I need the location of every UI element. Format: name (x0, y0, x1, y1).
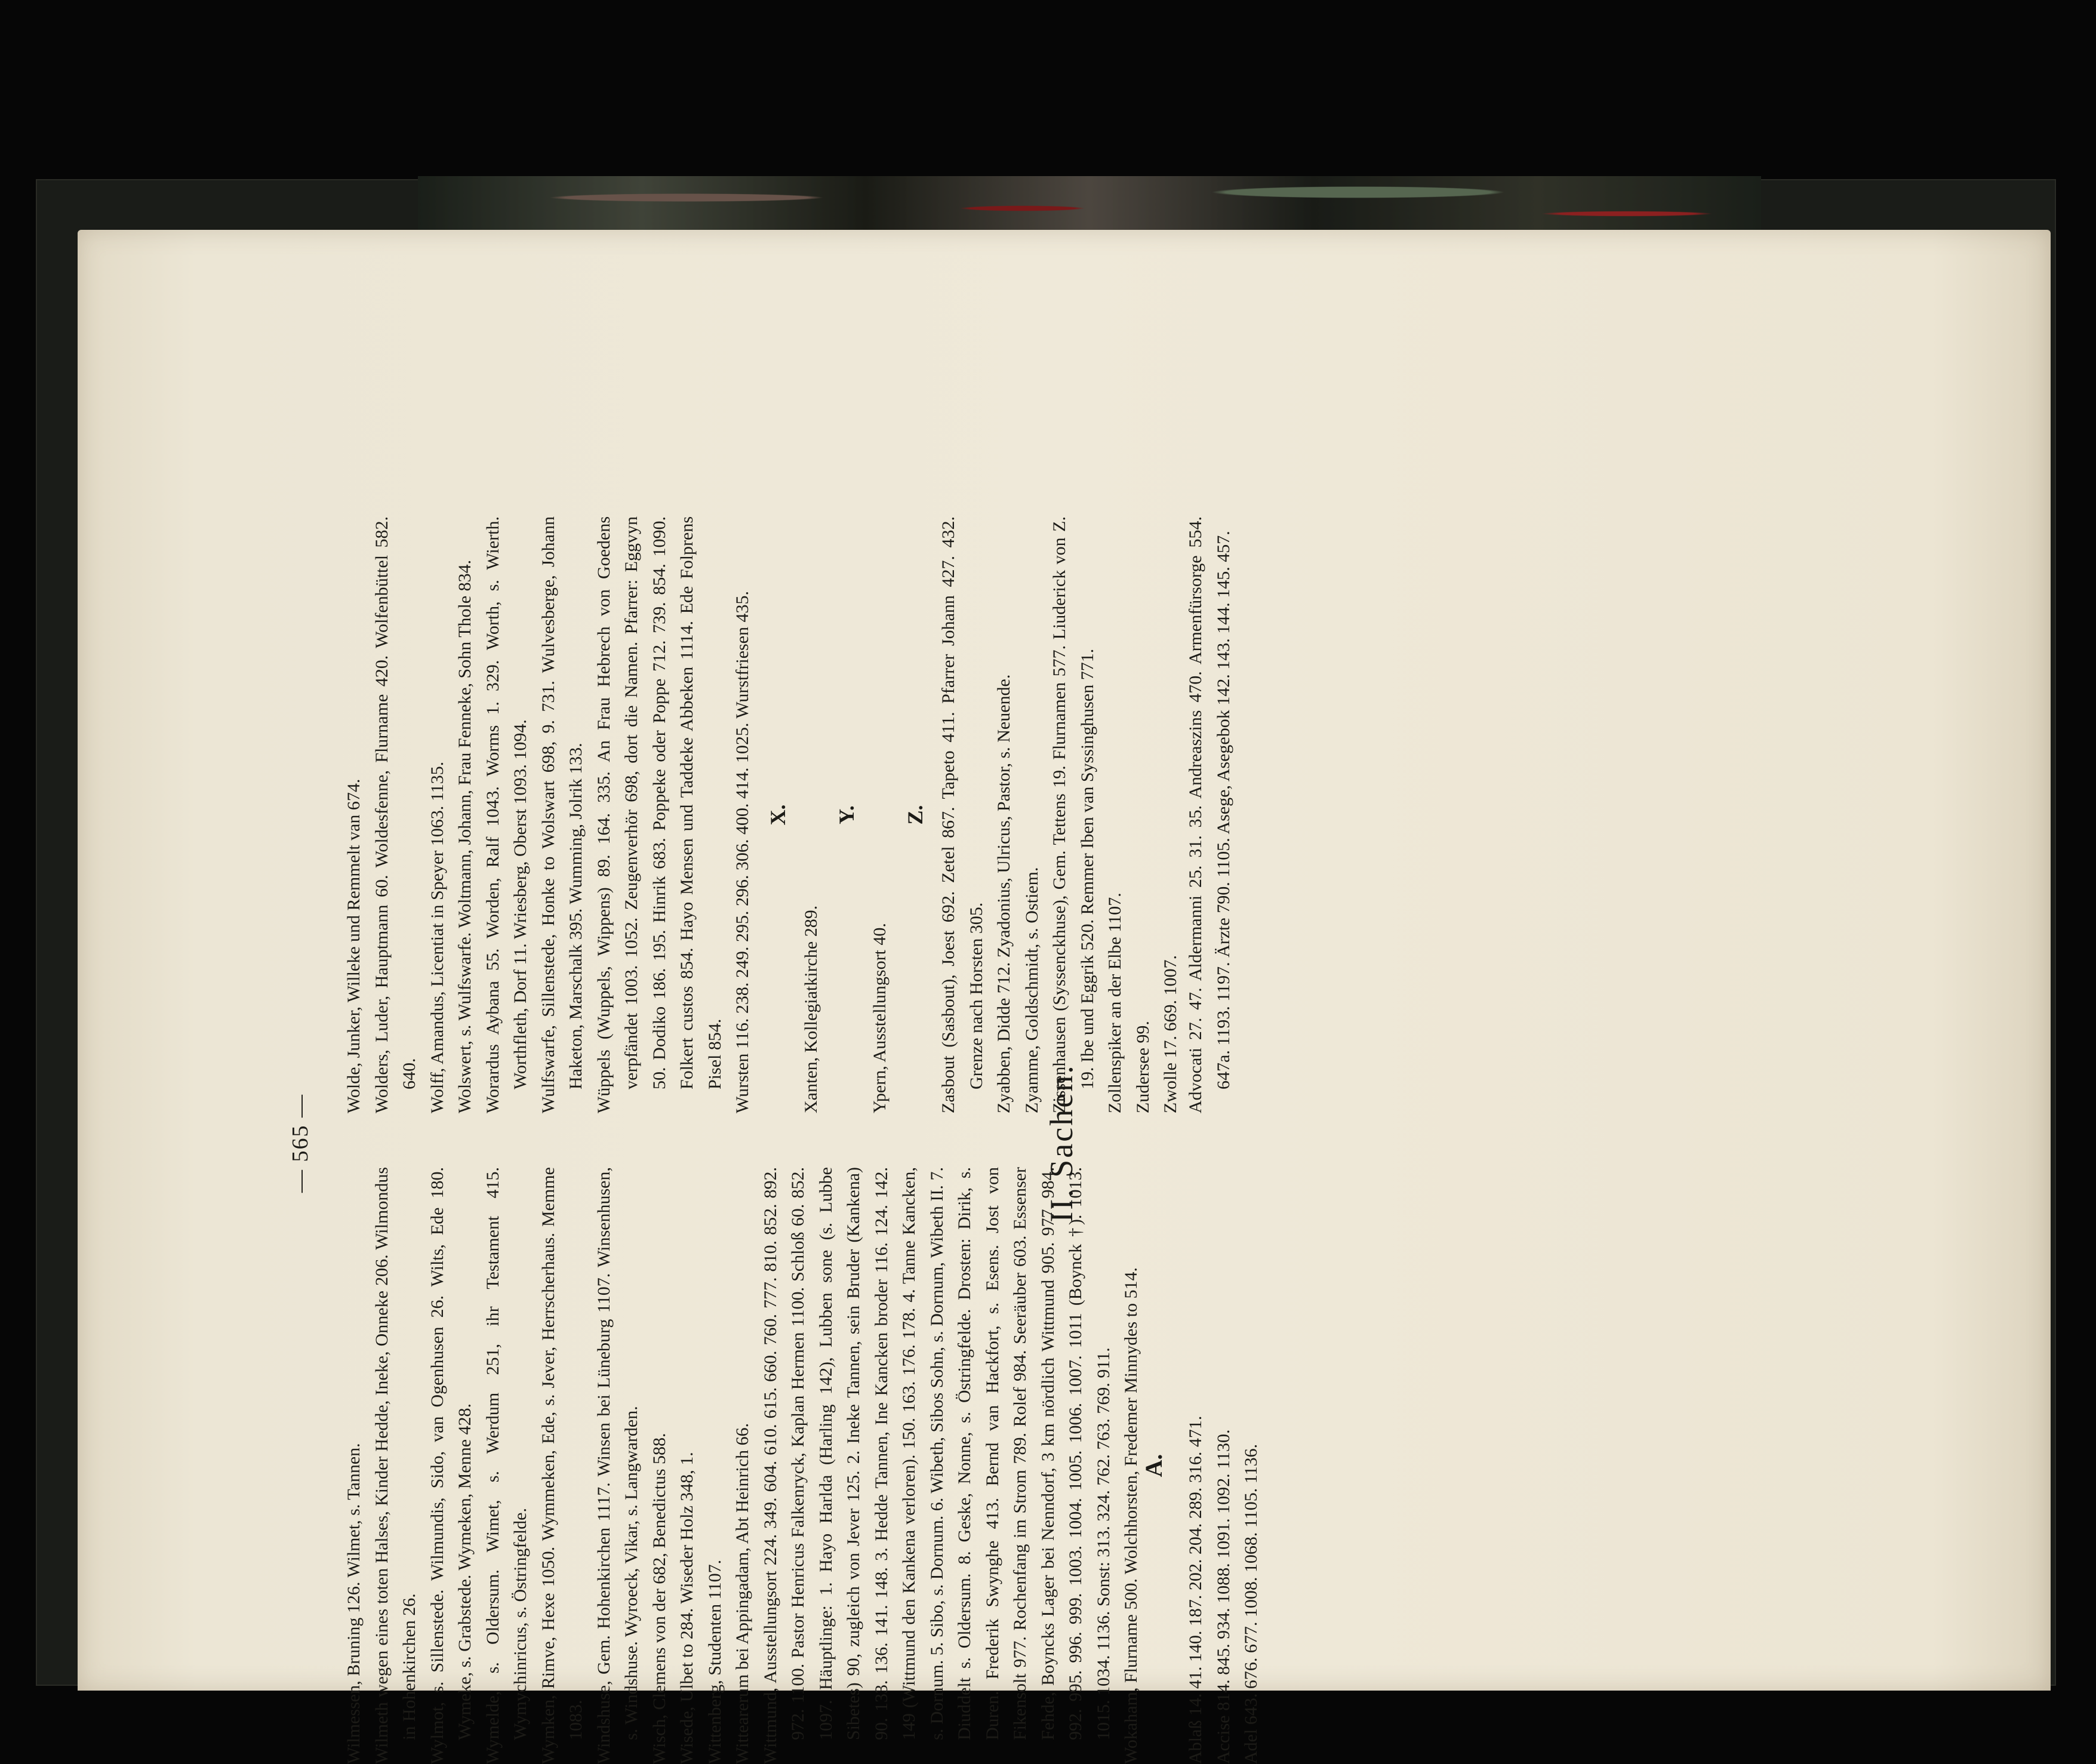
index-entry: Worardus Aybana 55. Worden, Ralf 1043. Worms 1. 329. Worth, s. Wierth. Worthfleth, Dorf 11. Wriesberg, Oberst 1093. 1094. (482, 516, 530, 1113)
index-entry: Wilmeth wegen eines toten Halses, Kinder Hedde, Ineke, Onneke 206. Wilmondus in Hohenkirchen 26. (371, 1167, 419, 1764)
index-entry: Wolde, Junker, Willeke und Remmelt van 674. (344, 778, 364, 1113)
index-entry: Wolders, Luder, Hauptmann 60. Woldesfenne, Flurname 420. Wolfenbüttel 582. 640. (371, 516, 419, 1113)
index-entry: Wolswert, s. Wulfswarfe. Woltmann, Johann, Frau Fenneke, Sohn Thole 834. (455, 559, 475, 1113)
index-entry: Zasbout (Sasbout), Joest 692. Zetel 867. Tapeto 411. Pfarrer Johann 427. 432. Grenze nach Horsten 305. (938, 516, 986, 1113)
section-title: II. Sachen. (1044, 1064, 1079, 1223)
index-entry: Zyabben, Didde 712. Zyadonius, Ulricus, Pastor, s. Neuende. (994, 674, 1014, 1113)
index-entry: Wulfswarfe, Sillenstede, Honke to Wolswart 698, 9. 731. Wulvesberge, Johann Haketon, Marschalk 395. Wumming, Jolrik 133. (538, 516, 586, 1113)
page-content (287, 516, 1809, 1764)
sachen-left-column (1182, 1167, 1266, 1764)
index-entry: Wursten 116. 238. 249. 295. 296. 306. 400. 414. 1025. Wurstfriesen 435. (732, 590, 752, 1113)
index-entry: Wisch, Clemens von der 682, Benedictus 588. (649, 1433, 669, 1764)
marbled-edge (418, 176, 1761, 230)
index-entry: Wolff, Amandus, Licentiat in Speyer 1063. 1135. (427, 761, 447, 1113)
index-entry: Zudersee 99. (1132, 1021, 1153, 1113)
index-entry: Wisede, Ulbet to 284. Wiseder Holz 348, 1. (677, 1452, 697, 1764)
index-entry: Ypern, Ausstellungsort 40. (870, 923, 890, 1113)
book-page (78, 230, 2051, 1764)
index-entry: Wüppels (Wuppels, Wippens) 89. 164. 335. An Frau Hebrech von Goedens verpfändet 1003. 1052. Zeugenverhör 698, dort die Namen. Pfarrer: Eggvyn 50. Dodiko 186. 195. Hinrik 683. Poppeke oder Poppe 712. 739. 854. 1090. Folkert custos 854. Hayo Mensen und Taddeke Abbeken 1114. Ede Folprens Pisel 854. (593, 516, 725, 1113)
sachen-right-column (1182, 516, 1238, 1113)
index-entry: Zollenspiker an der Elbe 1107. (1105, 892, 1125, 1113)
index-entry: Wylmot, s. Sillenstede. Wilmundis, Sido, van Ogenhusen 26. Wilts, Ede 180. Wymeke, s. Grabstede. Wymeken, Menne 428. (427, 1167, 475, 1764)
letter-heading-x: X. (765, 804, 790, 826)
letter-heading-y: Y. (834, 805, 858, 824)
index-entry: Xanten, Kollegiatkirche 289. (801, 905, 821, 1113)
index-entry: Zyamme, Goldschmidt, s. Ostiem. (1021, 867, 1042, 1113)
letter-heading-a: A. (1140, 1454, 1167, 1477)
index-entry: Ablaß 14. 41. 140. 187. 202. 204. 289. 316. 471. (1186, 1415, 1205, 1764)
index-entry: Zissenhausen (Syssenckhuse), Gem. Tettens 19. Flurnamen 577. Liuderick von Z. 19. Ibe und Eggrik 520. Remmer Iben van Syssinghusen 771. (1049, 516, 1097, 1113)
index-entry: Accise 814. 845. 934. 1088. 1091. 1092. 1130. (1213, 1429, 1233, 1764)
index-entry: Wittearerum bei Appingadam, Abt Heinrich 66. (732, 1423, 752, 1764)
index-entry: Zwolle 17. 669. 1007. (1161, 955, 1180, 1113)
index-entry: Wittmund, Ausstellungsort 224. 349. 604. 610. 615. 660. 760. 777. 810. 852. 892. 972. 1100. Pastor Henricus Falkenryck, Kaplan Hermen 1100. Schloß 60. 852. 1097. Häuptlinge: 1. Hayo Harlda (Harling 142), Lubben sone (s. Lubbe Sibetes) 90, zugleich von Jever 125. 2. Ineke Tannen, sein Bruder (Kankena) 90. 133. 136. 141. 148. 3. Hedde Tannen, Ine Kancken broder 116. 124. 142. 149 (Wittmund den Kankena verloren). 150. 163. 176. 178. 4. Tanne Kancken, s. Dornum. 5. Sibo, s. Dornum. 6. Wibeth, Sibos Sohn, s. Dornum, Wibeth II. 7. Diuddelt s. Oldersum. 8. Geske, Nonne, s. Östringfelde. Drosten: Dirik, s. Duren. Frederik Swynghe 413. Bernd van Hackfort, s. Esens. Jost von Fikensolt 977. Rochenfang im Strom 789. Rolef 984. Seeräuber 603. Essenser Fehde, Boyncks Lager bei Nenndorf, 3 km nördlich Wittmund 905. 977. 984. 992. 995. 996. 999. 1003. 1004. 1005. 1006. 1007. 1011 (Boynck †). 1013. 1015. 1034. 1136. Sonst: 313. 324. 762. 763. 769. 911. (760, 1167, 1113, 1764)
index-entry: Wymelde, s. Oldersum. Wimet, s. Werdum 251, ihr Testament 415. Wymychinricus, s. Östringfelde. (482, 1167, 530, 1764)
left-column (340, 1167, 1146, 1764)
index-entry: Windshuse, Gem. Hohenkirchen 1117. Winsen bei Lüneburg 1107. Winsenhusen, s. Windshuse. Wyroeck, Vikar, s. Langwarden. (593, 1167, 641, 1764)
letter-heading-z: Z. (903, 805, 927, 825)
index-entry: Wymken, Rimve, Hexe 1050. Wymmeken, Ede, s. Jever, Herrscherhaus. Memme 1083. (538, 1167, 586, 1764)
page-number: — 565 — (288, 1094, 313, 1193)
index-entry: Wokaham, Flurname 500. Wolchhorsten, Fredemer Minnydes to 514. (1121, 1267, 1141, 1764)
index-entry: Wittenberg, Studenten 1107. (704, 1559, 725, 1764)
index-entry: Adel 643. 676. 677. 1008. 1068. 1105. 1136. (1241, 1443, 1261, 1764)
index-entry: Advocati 27. 47. Aldermanni 25. 31. 35. Andreaszins 470. Armenfürsorge 554. 647a. 1193. 1197. Ärzte 790. 1105. Asege, Asegebok 142. 143. 144. 145. 457. (1186, 516, 1233, 1113)
index-entry: Wilmessen, Bruning 126. Wilmet, s. Tannen. (344, 1443, 364, 1764)
